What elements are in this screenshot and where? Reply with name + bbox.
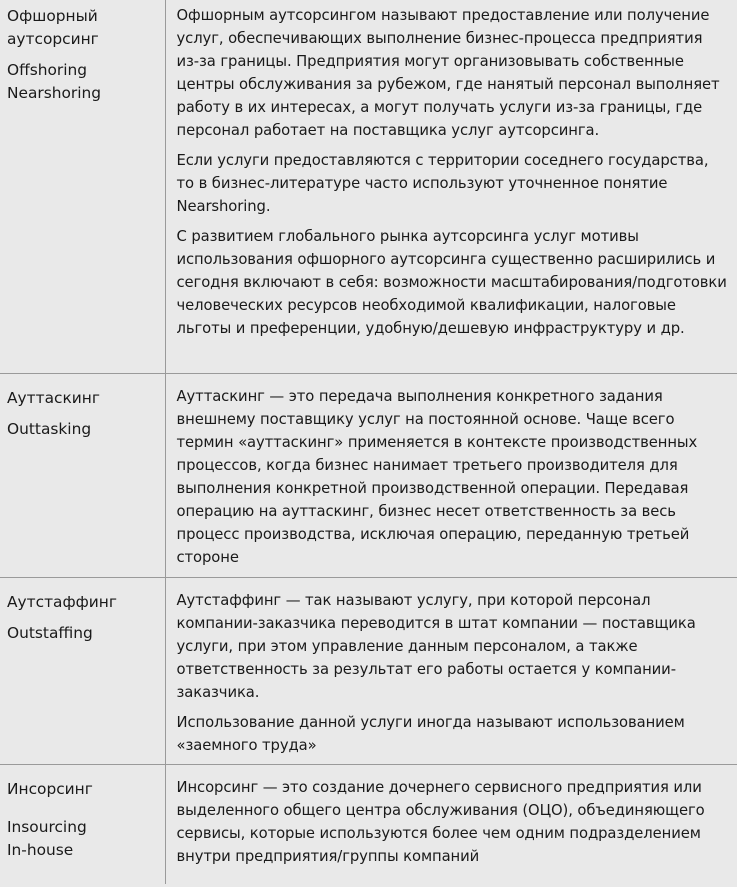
description-paragraph: Офшорным аутсорсингом называют предоставление или получение услуг, обеспечивающих выполнение бизнес-процесса предприятия из-за границы. Предприятия могут организовывать собственные центры обслуживания за рубежом, где нанятый персонал выполняет работу в их интересах, а могут получать услуги из-за границы, где персонал работает на поставщика услуг аутсорсинга. bbox=[176, 7, 720, 139]
table-row-outtasking bbox=[0, 374, 737, 578]
description-cell bbox=[165, 765, 737, 885]
term-name: Ауттаскинг bbox=[7, 389, 100, 407]
term-alt-name: Insourcing bbox=[7, 818, 87, 836]
description-paragraph: Ауттаскинг — это передача выполнения конкретного задания внешнему поставщику услуг на постоянной основе. Чаще всего термин «ауттаскинг» применяется в контексте производственных процессов, когда бизнес нанимает третьего производителя для выполнения конкретной производственной операции. Передавая операцию на ауттаскинг, бизнес несет ответственность за весь процесс производства, исключая операцию, переданную третьей стороне bbox=[176, 388, 698, 566]
description-cell bbox=[165, 578, 737, 765]
term-name: Офшорный bbox=[7, 7, 98, 25]
description-cell bbox=[165, 0, 737, 374]
description-paragraph: Если услуги предоставляются с территории соседнего государства, то в бизнес-литературе часто используют уточненное понятие Nearshoring. bbox=[176, 152, 709, 215]
term-name: аутсорсинг bbox=[7, 30, 99, 48]
term-name: Аутстаффинг bbox=[7, 593, 117, 611]
term-cell bbox=[0, 578, 165, 765]
description-paragraph: Использование данной услуги иногда называют использованием «заемного труда» bbox=[176, 714, 685, 754]
term-alt-name: Offshoring bbox=[7, 61, 88, 79]
term-cell bbox=[0, 0, 165, 374]
term-alt-name: Outstaffing bbox=[7, 624, 93, 642]
description-paragraph: Аутстаффинг — так называют услугу, при которой персонал компании-заказчика переводится в штат компании — поставщика услуги, при этом управление данным персоналом, а также ответственность за результат его работы остается у компании-заказчика. bbox=[176, 592, 696, 701]
term-alt-name: In-house bbox=[7, 841, 74, 859]
table-row-outstaffing bbox=[0, 578, 737, 765]
term-alt-name: Nearshoring bbox=[7, 84, 102, 102]
table-row-insourcing bbox=[0, 765, 737, 885]
term-name: Инсорсинг bbox=[7, 780, 93, 798]
term-alt-name: Outtasking bbox=[7, 420, 92, 438]
term-cell bbox=[0, 765, 165, 885]
term-cell bbox=[0, 374, 165, 578]
table-row-offshoring bbox=[0, 0, 737, 374]
description-cell bbox=[165, 374, 737, 578]
description-paragraph: Инсорсинг — это создание дочернего сервисного предприятия или выделенного общего центра обслуживания (ОЦО), объединяющего сервисы, которые используются более чем одним подразделением внутри предприятия/группы компаний bbox=[176, 779, 705, 865]
description-paragraph: С развитием глобального рынка аутсорсинга услуг мотивы использования офшорного аутсорсинга существенно расширились и сегодня включают в себя: возможности масштабирования/подготовки человеческих ресурсов необходимой квалификации, налоговые льготы и преференции, удобную/дешевую инфраструктуру и др. bbox=[176, 228, 727, 337]
